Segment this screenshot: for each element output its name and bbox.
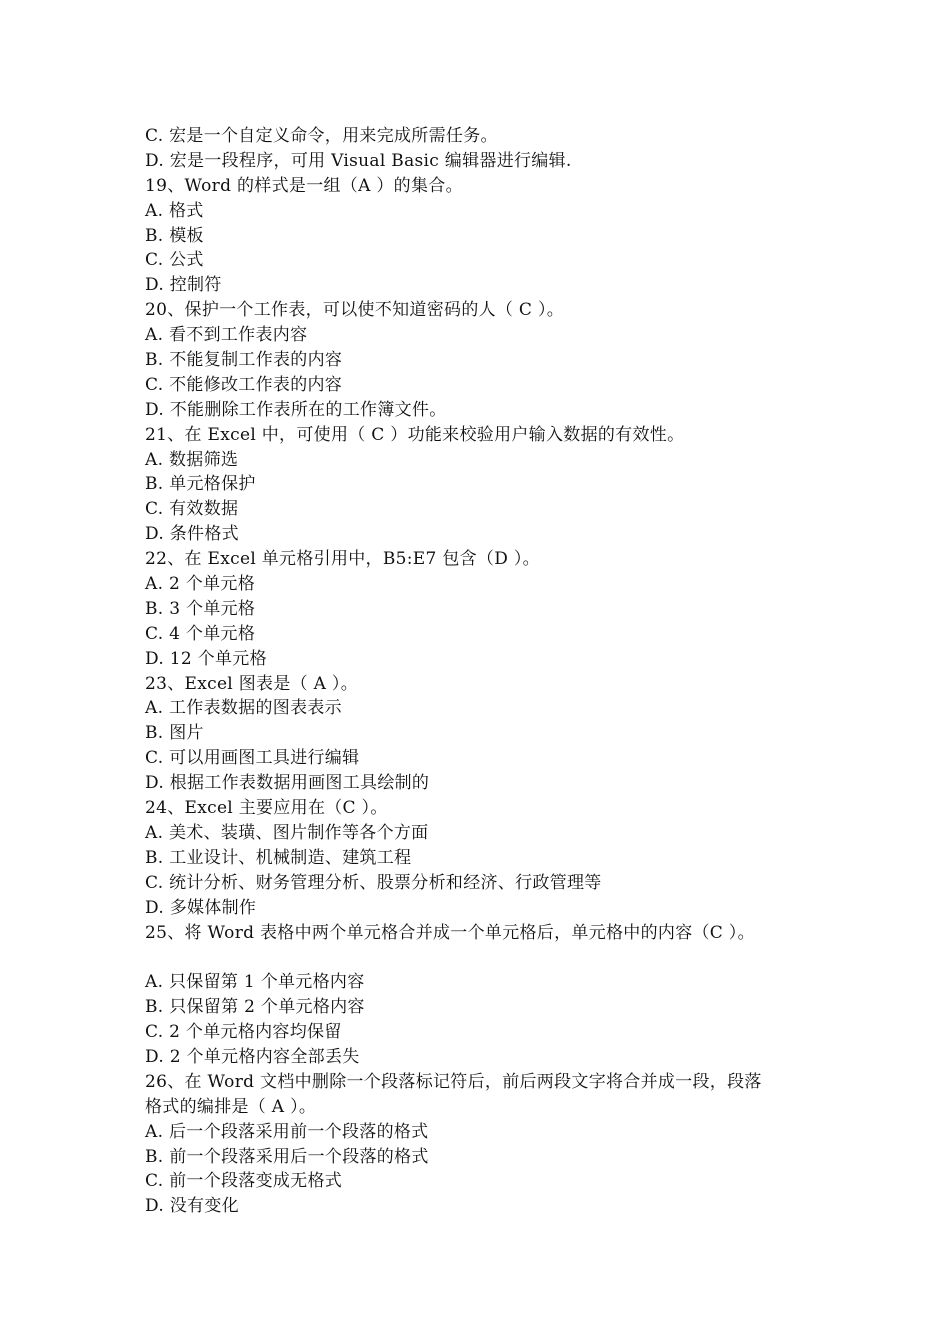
option-line: D. 根据工作表数据用画图工具绘制的 bbox=[145, 773, 430, 794]
question-19: 19、Word 的样式是一组（A ）的集合。 bbox=[145, 175, 463, 196]
question-25: 25、将 Word 表格中两个单元格合并成一个单元格后，单元格中的内容（C ）。 bbox=[145, 922, 755, 943]
option-line: B. 单元格保护 bbox=[145, 474, 256, 495]
question-24: 24、Excel 主要应用在（C ）。 bbox=[145, 798, 388, 819]
option-line: A. 格式 bbox=[145, 200, 204, 221]
option-line: D. 12 个单元格 bbox=[145, 648, 267, 669]
option-line: D. 2 个单元格内容全部丢失 bbox=[145, 1046, 360, 1067]
option-line: A. 工作表数据的图表表示 bbox=[145, 698, 342, 719]
option-line: A. 只保留第 1 个单元格内容 bbox=[145, 972, 365, 993]
question-23: 23、Excel 图表是（ A ）。 bbox=[145, 673, 359, 694]
option-line: C. 4 个单元格 bbox=[145, 623, 256, 644]
document-body bbox=[145, 124, 825, 1219]
option-line: B. 模板 bbox=[145, 225, 204, 246]
option-line: B. 前一个段落采用后一个段落的格式 bbox=[145, 1146, 429, 1167]
text-line: D. 宏是一段程序，可用 Visual Basic 编辑器进行编辑. bbox=[145, 150, 572, 171]
option-line: B. 图片 bbox=[145, 723, 204, 744]
option-line: B. 不能复制工作表的内容 bbox=[145, 350, 343, 371]
question-26-continued: 格式的编排是（ A ）。 bbox=[145, 1096, 317, 1117]
option-line: C. 2 个单元格内容均保留 bbox=[145, 1022, 342, 1043]
option-line: C. 不能修改工作表的内容 bbox=[145, 374, 343, 395]
option-line: A. 2 个单元格 bbox=[145, 574, 256, 595]
question-26: 26、在 Word 文档中删除一个段落标记符后，前后两段文字将合并成一段，段落 bbox=[145, 1071, 762, 1092]
option-line: D. 多媒体制作 bbox=[145, 897, 257, 918]
question-22: 22、在 Excel 单元格引用中，B5:E7 包含（D ）。 bbox=[145, 549, 540, 570]
option-line: D. 不能删除工作表所在的工作簿文件。 bbox=[145, 399, 447, 420]
option-line: A. 看不到工作表内容 bbox=[145, 325, 308, 346]
option-line: C. 统计分析、财务管理分析、股票分析和经济、行政管理等 bbox=[145, 872, 602, 893]
question-21: 21、在 Excel 中，可使用（ C ）功能来校验用户输入数据的有效性。 bbox=[145, 424, 685, 445]
question-20: 20、保护一个工作表，可以使不知道密码的人（ C ）。 bbox=[145, 300, 565, 321]
option-line: C. 公式 bbox=[145, 250, 204, 271]
option-line: A. 数据筛选 bbox=[145, 449, 239, 470]
option-line: D. 没有变化 bbox=[145, 1196, 239, 1217]
option-line: A. 后一个段落采用前一个段落的格式 bbox=[145, 1121, 429, 1142]
blank-line bbox=[145, 945, 825, 970]
text-line: C. 宏是一个自定义命令，用来完成所需任务。 bbox=[145, 126, 498, 146]
option-line: A. 美术、装璜、图片制作等各个方面 bbox=[145, 822, 429, 843]
option-line: B. 3 个单元格 bbox=[145, 598, 256, 619]
option-line: C. 有效数据 bbox=[145, 499, 239, 520]
option-line: C. 可以用画图工具进行编辑 bbox=[145, 748, 360, 769]
option-line: D. 控制符 bbox=[145, 275, 222, 296]
option-line: B. 工业设计、机械制造、建筑工程 bbox=[145, 847, 412, 868]
option-line: D. 条件格式 bbox=[145, 524, 239, 545]
option-line: C. 前一个段落变成无格式 bbox=[145, 1171, 343, 1192]
option-line: B. 只保留第 2 个单元格内容 bbox=[145, 997, 365, 1018]
